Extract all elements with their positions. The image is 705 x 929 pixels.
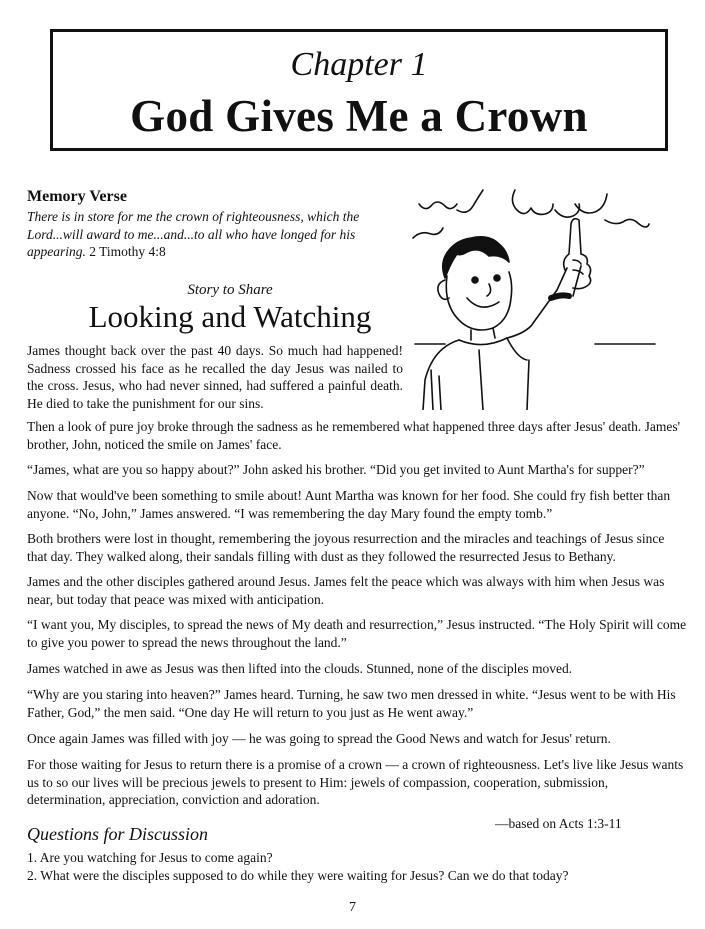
story-paragraph: Both brothers were lost in thought, remembering the joyous resurrection and the miracles and teachings of Jesus since that day. They walked along, their sandals filling with dust as they followed the resurrected Jesus to Bethany. — [27, 531, 665, 564]
story-title: Looking and Watching — [88, 299, 372, 334]
story-attribution: —based on Acts 1:3-11 — [495, 816, 622, 831]
memory-verse-reference: 2 Timothy 4:8 — [89, 244, 166, 259]
question-item: 2. What were the disciples supposed to do while they were waiting for Jesus? Can we do that today? — [27, 867, 569, 883]
story-paragraph: James thought back over the past 40 days. So much had happened! Sadness crossed his face as he recalled the day Jesus was nailed to the cross. Jesus, who had never sinned, had suffered a painful death. He died to take the punishment for our sins. — [27, 343, 403, 411]
story-paragraph: For those waiting for Jesus to return there is a promise of a crown — a crown of righteousness. Let's live like Jesus wants us to so our lives will be precious jewels to present to Him: jewels of compassion, cooperation, submission, determination, appreciation, conviction and adoration. — [27, 757, 684, 807]
memory-verse-heading: Memory Verse — [27, 188, 127, 205]
story-label: Story to Share — [187, 282, 273, 298]
boy-pointing-up-icon — [405, 180, 675, 410]
questions-heading: Questions for Discussion — [27, 824, 209, 844]
story-paragraph: “Why are you staring into heaven?” James heard. Turning, he saw two men dressed in white. “Jesus went to be with His Father, God,” the men said. “One day He will return to you just as He went away.” — [27, 687, 676, 720]
story-paragraph: “James, what are you so happy about?” John asked his brother. “Did you get invited to Aunt Martha's for supper?” — [27, 462, 645, 477]
story-paragraph: James and the other disciples gathered around Jesus. James felt the peace which was always with him when Jesus was near, but today that peace was mixed with anticipation. — [27, 574, 665, 607]
chapter-title: God Gives Me a Crown — [130, 91, 588, 141]
story-paragraph: Once again James was filled with joy — he was going to spread the Good News and watch for Jesus' return. — [27, 731, 611, 746]
memory-verse-body: There is in store for me the crown of righteousness, which the Lord...will award to me...and...to all who have longed for his appearing. — [27, 209, 360, 259]
question-item: 1. Are you watching for Jesus to come again? — [27, 850, 273, 865]
story-paragraph: James watched in awe as Jesus was then lifted into the clouds. Stunned, none of the disciples moved. — [27, 661, 573, 676]
story-paragraph: “I want you, My disciples, to spread the news of My death and resurrection,” Jesus instructed. “The Holy Spirit will come to give you power to spread the news throughout the land.” — [27, 617, 687, 650]
chapter-title-box — [50, 29, 668, 151]
story-paragraph: Now that would've been something to smile about! Aunt Martha was known for her food. She could fry fish better than anyone. “No, John,” James answered. “I was remembering the day Mary found the empty tomb.” — [27, 488, 671, 521]
questions-list — [27, 849, 687, 884]
memory-verse-text — [27, 208, 407, 261]
chapter-label: Chapter 1 — [290, 46, 428, 83]
story-paragraph: Then a look of pure joy broke through the sadness as he remembered what happened three days after Jesus' death. James' brother, John, noticed the smile on James' face. — [27, 419, 681, 452]
page-number: 7 — [349, 900, 356, 915]
